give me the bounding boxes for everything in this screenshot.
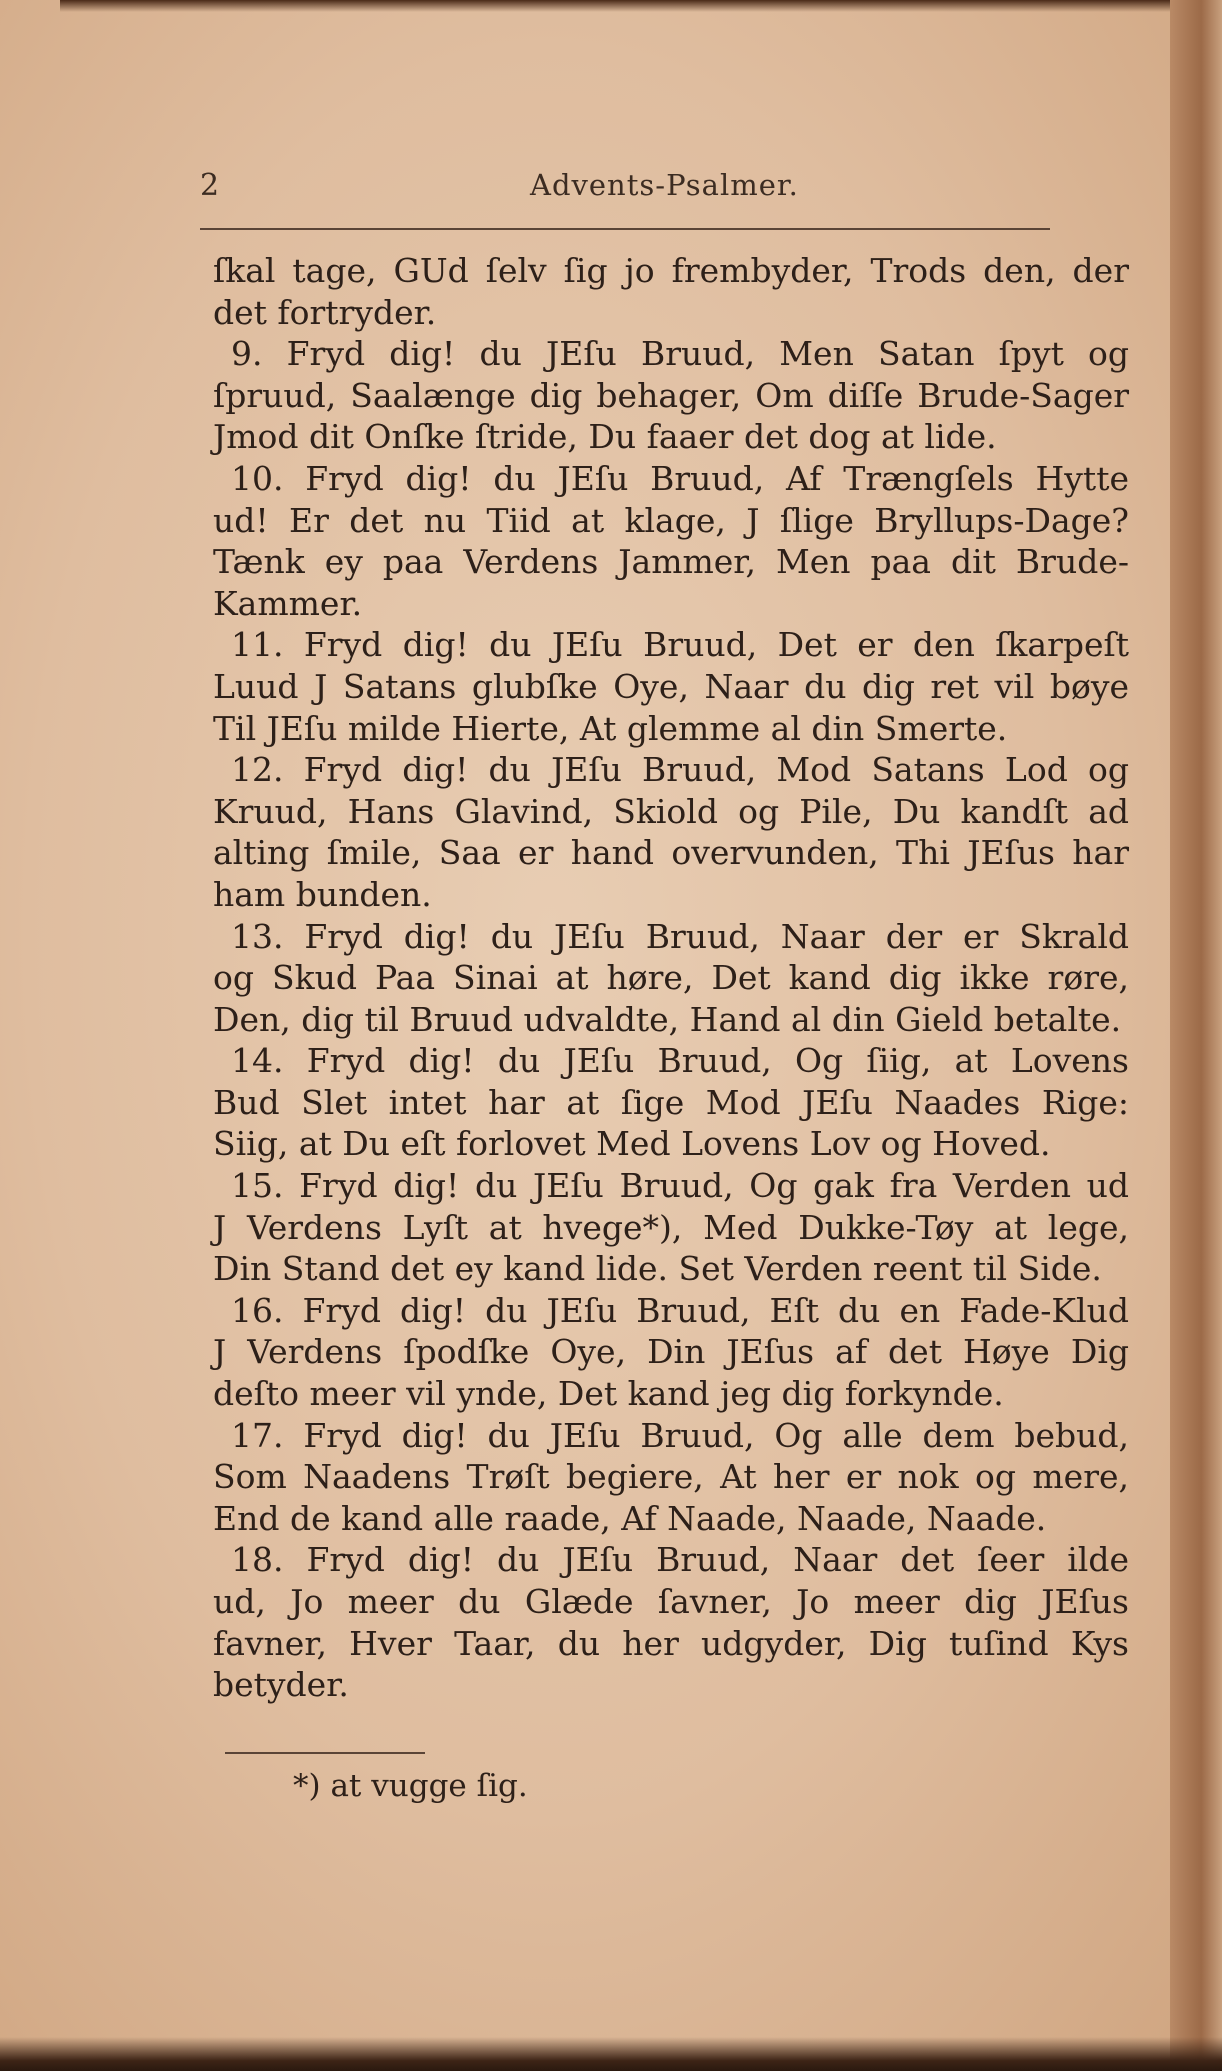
header-rule xyxy=(200,228,1050,230)
text-line: 14. Fryd dig! du JEſu Bruud, Og ſiig, at Lovens xyxy=(231,1041,1129,1081)
text-line: J Verdens ſpodſke Oye, Din JEſus af det Høye Dig xyxy=(213,1332,1129,1372)
text-line: Siig, at Du eſt forlovet Med Lovens Lov og Hoved. xyxy=(213,1124,1051,1164)
text-line: favner, Hver Taar, du her udgyder, Dig tuſind Kys xyxy=(213,1623,1129,1663)
text-line: 17. Fryd dig! du JEſu Bruud, Og alle dem bebud, xyxy=(231,1415,1129,1455)
text-line: Kammer. xyxy=(213,583,363,623)
running-title: Advents-Psalmer. xyxy=(530,168,799,202)
body-text xyxy=(213,250,1129,1706)
text-line: Tænk ey paa Verdens Jammer, Men paa dit Brude- xyxy=(213,542,1129,582)
text-line: Jmod dit Onſke ſtride, Du faaer det dog at lide. xyxy=(213,417,997,457)
text-line: Kruud, Hans Glavind, Skiold og Pile, Du kandſt ad xyxy=(213,791,1129,831)
text-line: ſpruud, Saalænge dig behager, Om diſſe Brude-Sager xyxy=(213,375,1129,415)
text-line: ham bunden. xyxy=(213,874,432,914)
text-line: Som Naadens Trøſt begiere, At her er nok og mere, xyxy=(213,1457,1129,1497)
text-line: 16. Fryd dig! du JEſu Bruud, Eſt du en Fade-Klud xyxy=(231,1290,1129,1330)
page-number: 2 xyxy=(200,168,220,203)
page-top-edge xyxy=(60,0,1180,12)
text-line: J Verdens Lyſt at hvege*), Med Dukke-Tøy at lege, xyxy=(213,1207,1129,1247)
text-line: 9. Fryd dig! du JEſu Bruud, Men Satan ſpyt og xyxy=(231,334,1129,374)
text-line: betyder. xyxy=(213,1665,349,1705)
text-line: 13. Fryd dig! du JEſu Bruud, Naar der er Skrald xyxy=(231,916,1129,956)
text-line: det fortryder. xyxy=(213,292,437,332)
text-line: 11. Fryd dig! du JEſu Bruud, Det er den ſkarpeſt xyxy=(231,625,1129,665)
text-line: 15. Fryd dig! du JEſu Bruud, Og gak fra Verden ud xyxy=(231,1166,1129,1206)
text-line: Til JEſu milde Hierte, At glemme al din Smerte. xyxy=(213,708,1008,748)
text-line: Bud Slet intet har at ſige Mod JEſu Naades Rige: xyxy=(213,1082,1129,1122)
page-bottom-edge xyxy=(0,2037,1222,2071)
text-line: Luud J Satans glubſke Oye, Naar du dig ret vil bøye xyxy=(213,666,1129,706)
footnote: *) at vugge ſig. xyxy=(293,1768,528,1804)
text-line: Din Stand det ey kand lide. Set Verden reent til Side. xyxy=(213,1249,1102,1289)
text-line: 12. Fryd dig! du JEſu Bruud, Mod Satans Lod og xyxy=(231,750,1129,790)
text-line: og Skud Paa Sinai at høre, Det kand dig ikke røre, xyxy=(213,958,1129,998)
text-line: Den, dig til Bruud udvaldte, Hand al din Gield betalte. xyxy=(213,999,1122,1039)
text-line: 18. Fryd dig! du JEſu Bruud, Naar det ſeer ilde xyxy=(231,1540,1129,1580)
page-header xyxy=(200,168,1050,216)
page-right-edge xyxy=(1170,0,1222,2071)
text-line: End de kand alle raade, Af Naade, Naade, Naade. xyxy=(213,1498,1047,1538)
text-line: 10. Fryd dig! du JEſu Bruud, Af Trængſels Hytte xyxy=(231,458,1129,498)
text-line: ſkal tage, GUd ſelv ſig jo frembyder, Trods den, der xyxy=(213,251,1129,290)
text-line: ud, Jo meer du Glæde ſavner, Jo meer dig JEſus xyxy=(213,1582,1129,1621)
text-line: alting ſmile, Saa er hand overvunden, Thi JEſus har xyxy=(213,833,1129,873)
footnote-rule xyxy=(225,1752,425,1754)
text-line: deſto meer vil ynde, Det kand jeg dig forkynde. xyxy=(213,1374,1004,1414)
text-line: ud! Er det nu Tiid at klage, J ſlige Bryllups-Dage? xyxy=(213,500,1129,540)
